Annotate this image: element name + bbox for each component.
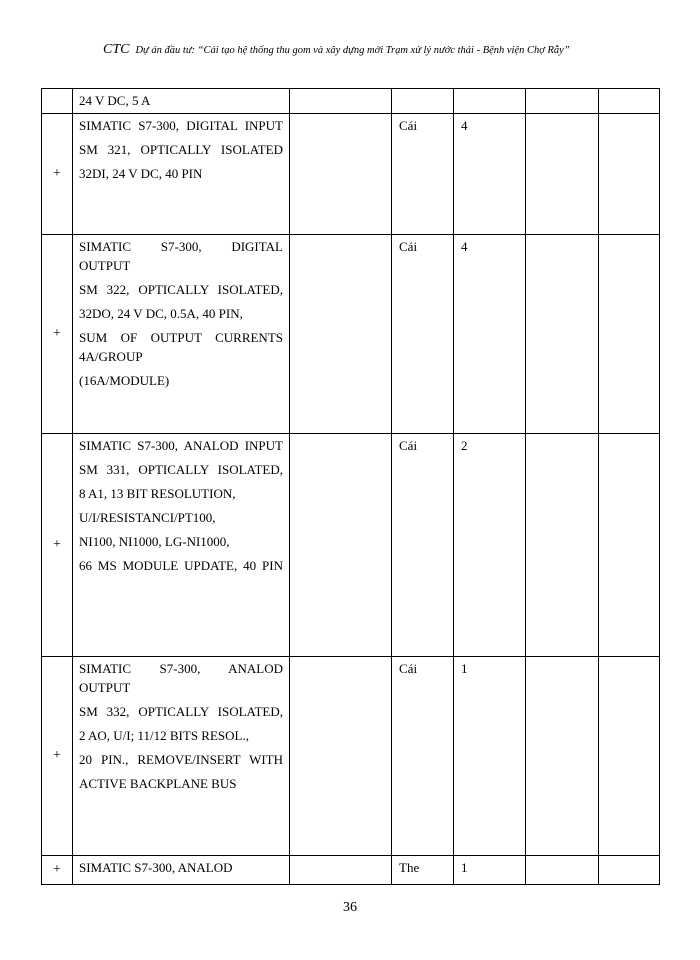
row-marker: + [42, 235, 73, 434]
description-line: SUM OF OUTPUT CURRENTS 4A/GROUP [79, 330, 283, 364]
spec-cell [290, 434, 392, 657]
amount-cell [599, 89, 660, 114]
quantity-cell: 2 [454, 434, 526, 657]
item-description [73, 657, 290, 856]
table-row [42, 235, 660, 434]
page-header [103, 44, 603, 57]
unit-cell: The [392, 856, 454, 885]
description-line: ACTIVE BACKPLANE BUS [79, 776, 237, 791]
item-description [73, 235, 290, 434]
unit-cell: Cái [392, 434, 454, 657]
quantity-cell [454, 89, 526, 114]
description-line: SIMATIC S7-300, ANALOD OUTPUT [79, 661, 283, 695]
unit-price-cell [526, 235, 599, 434]
item-description [73, 114, 290, 235]
table-row [42, 856, 660, 885]
amount-cell [599, 434, 660, 657]
spec-cell [290, 657, 392, 856]
description-line: 24 V DC, 5 A [79, 93, 151, 108]
description-line: 66 MS MODULE UPDATE, 40 PIN [79, 558, 283, 573]
description-line: SM 322, OPTICALLY ISOLATED, [79, 282, 283, 297]
description-line: (16A/MODULE) [79, 373, 170, 388]
unit-price-cell [526, 89, 599, 114]
description-line: 2 AO, U/I; 11/12 BITS RESOL., [79, 728, 249, 743]
unit-cell: Cái [392, 114, 454, 235]
row-marker: + [42, 657, 73, 856]
description-line: 8 A1, 13 BIT RESOLUTION, [79, 486, 236, 501]
table-row [42, 89, 660, 114]
row-marker: + [42, 856, 73, 885]
spec-cell [290, 89, 392, 114]
amount-cell [599, 235, 660, 434]
amount-cell [599, 114, 660, 235]
description-line: 20 PIN., REMOVE/INSERT WITH [79, 752, 283, 767]
table-row [42, 657, 660, 856]
description-line: SM 331, OPTICALLY ISOLATED, [79, 462, 283, 477]
unit-price-cell [526, 434, 599, 657]
header-project-title: Dự án đầu tư: “Cải tạo hệ thống thu gom và xây dựng mới Trạm xử lý nước thải - Bệnh viện Chợ Rẫy” [135, 45, 570, 56]
table-row [42, 434, 660, 657]
description-line: NI100, NI1000, LG-NI1000, [79, 534, 230, 549]
quantity-cell: 1 [454, 657, 526, 856]
unit-cell: Cái [392, 235, 454, 434]
row-marker [42, 89, 73, 114]
header-org: CTC [103, 42, 130, 57]
spec-cell [290, 114, 392, 235]
spec-cell [290, 856, 392, 885]
description-line: U/I/RESISTANCI/PT100, [79, 510, 216, 525]
description-line: SIMATIC S7-300, ANALOD [79, 860, 233, 875]
row-marker: + [42, 434, 73, 657]
item-description [73, 856, 290, 885]
description-line: SIMATIC S7-300, DIGITAL INPUT [79, 118, 283, 133]
equipment-table [41, 88, 660, 885]
amount-cell [599, 657, 660, 856]
description-line: SM 321, OPTICALLY ISOLATED [79, 142, 283, 157]
description-line: SM 332, OPTICALLY ISOLATED, [79, 704, 283, 719]
unit-price-cell [526, 114, 599, 235]
description-line: 32DO, 24 V DC, 0.5A, 40 PIN, [79, 306, 243, 321]
unit-price-cell [526, 657, 599, 856]
quantity-cell: 4 [454, 114, 526, 235]
description-line: SIMATIC S7-300, ANALOD INPUT [79, 438, 283, 453]
item-description [73, 434, 290, 657]
unit-price-cell [526, 856, 599, 885]
table-row [42, 114, 660, 235]
unit-cell: Cái [392, 657, 454, 856]
row-marker: + [42, 114, 73, 235]
page-number: 36 [343, 900, 357, 915]
description-line: 32DI, 24 V DC, 40 PIN [79, 166, 203, 181]
quantity-cell: 4 [454, 235, 526, 434]
spec-cell [290, 235, 392, 434]
description-line: SIMATIC S7-300, DIGITAL OUTPUT [79, 239, 283, 273]
amount-cell [599, 856, 660, 885]
unit-cell [392, 89, 454, 114]
quantity-cell: 1 [454, 856, 526, 885]
item-description [73, 89, 290, 114]
